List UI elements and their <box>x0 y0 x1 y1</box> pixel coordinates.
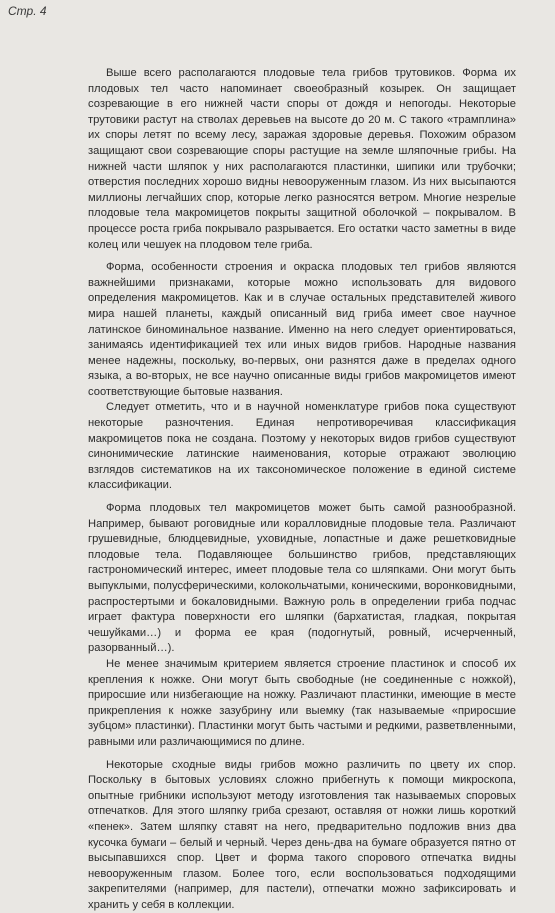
paragraph: Некоторые сходные виды грибов можно различить по цвету их спор. Поскольку в бытовых условиях сложно прибегнуть к помощи микроскопа, опытные грибники используют методу изготовления так называемых споровых отпечатков. Для этого шляпку гриба срезают, оставляя от ножки лишь короткий «пенек». Затем шляпку ставят на него, предварительно подложив вниз два кусочка бумаги – белый и черный. Через день-два на бумаге образуется пятно от высыпавшихся спор. Цвет и форма такого спорового отпечатка видны невооруженным глазом. Более того, если воспользоваться подходящими закрепителями (например, для пастели), отпечатки можно зафиксировать и хранить у себя в коллекции. <box>88 758 516 911</box>
paragraph: Форма плодовых тел макромицетов может быть самой разнообразной. Например, бывают роговидные или коралловидные плодовые тела. Различают грушевидные, блюдцевидные, уховидные, лопастные и даже решетковидные плодовые тела. Подавляющее большинство грибов, представляющих гастрономический интерес, имеет плодовые тела со шляпками. Они могут быть выпуклыми, полусферическими, колокольчатыми, коническими, воронковидными, распростертыми и бокаловидными. Важную роль в определении гриба подчас играет фактура поверхности его шляпки (бархатистая, гладкая, покрытая чешуйками…) и форма ее края (подогнутый, ровный, исчерченный, разорванный…). <box>88 502 516 655</box>
paragraph: Форма, особенности строения и окраска плодовых тел грибов являются важнейшими признаками, которые можно использовать для видового определения макромицетов. Как и в случае остальных представителей живого мира нашей планеты, каждый описанный вид гриба имеет свое научное латинское биноминальное название. Именно на него следует ориентироваться, занимаясь идентификацией тех или иных видов грибов. Народные названия менее надежны, поскольку, во-первых, они разнятся даже в пределах одного языка, а во-вторых, не все научно описанные виды грибов макромицетов имеют соответствующие бытовые названия. <box>88 261 516 398</box>
paragraph: Выше всего располагаются плодовые тела грибов трутовиков. Форма их плодовых тел часто напоминает своеобразный козырек. Он защищает созревающие в его нижней части споры от дождя и непогоды. Некоторые трутовики растут на стволах деревьев на высоте до 20 м. С такого «трамплина» их споры летят по всему лесу, заражая здоровые деревья. Похожим образом защищают свои созревающие споры растущие на земле шляпочные грибы. На нижней части шляпок у них располагаются пластинки, шипики или трубочки; отверстия последних хорошо видны невооруженным глазом. Из них высыпаются миллионы легчайших спор, которые легко разносятся ветром. Многие незрелые плодовые тела макромицетов покрыты защитной оболочкой – покрывалом. В процессе роста гриба покрывало разрывается. Его остатки часто заметны в виде колец или чешуек на плодовом теле гриба. <box>88 67 516 251</box>
paragraph: Следует отметить, что и в научной номенклатуре грибов пока существуют некоторые разночтения. Единая непротиворечивая классификация макромицетов пока не создана. Поэтому у некоторых видов грибов существуют синонимические латинские наименования, которые отражают эволюцию взглядов систематиков на их таксономическое положение в единой системе классификации. <box>88 401 516 492</box>
page-number: Стр. 4 <box>8 4 47 18</box>
paragraph: Не менее значимым критерием является строение пластинок и способ их крепления к ножке. Они могут быть свободные (не соединенные с ножкой), приросшие или низбегающие на ножку. Различают пластинки, имеющие в месте прикрепления к ножке зазубрину или выемку (так называемые «приросшие зубцом» пластинки). Пластинки могут быть частыми и редкими, разветвленными, равными или различающимися по длине. <box>88 657 516 748</box>
article-body <box>88 66 516 913</box>
